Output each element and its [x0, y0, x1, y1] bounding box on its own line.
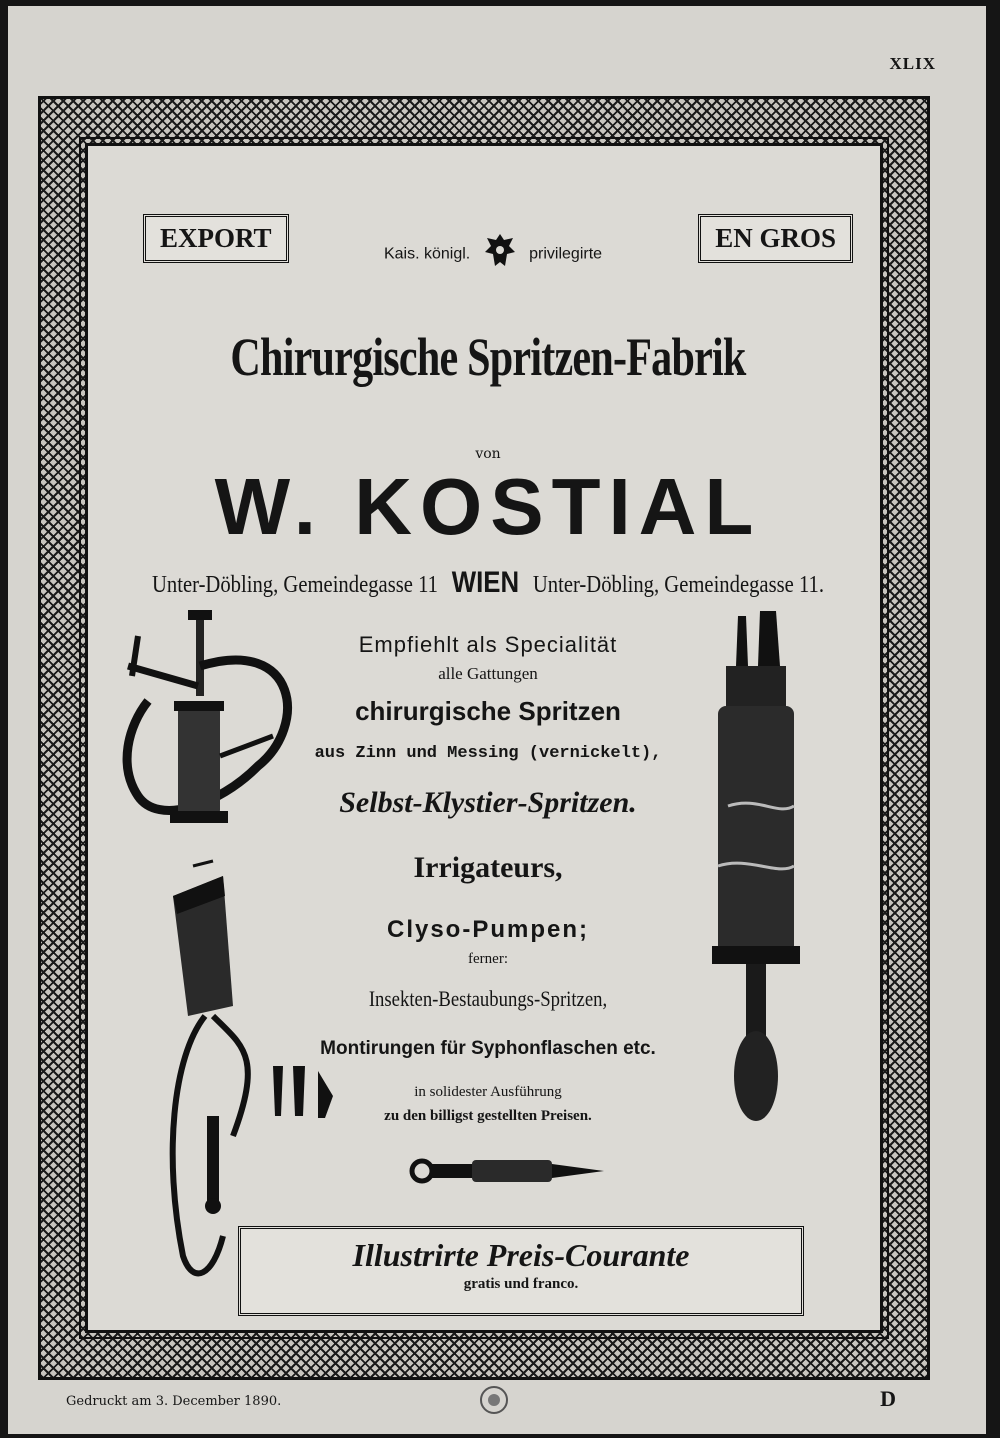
- privilege-left: Kais. königl.: [383, 245, 471, 263]
- address-line: [144, 566, 832, 600]
- privilege-right: privilegirte: [529, 245, 603, 263]
- company-name: W. KOSTIAL: [214, 462, 762, 551]
- body-line-3: chirurgische Spritzen: [355, 696, 621, 726]
- body-line-10: Montirungen für Syphonflaschen etc.: [320, 1038, 656, 1059]
- body-line-2: alle Gattungen: [438, 664, 538, 683]
- small-syringe-illustration: [408, 1146, 608, 1196]
- privilege-line: [343, 232, 643, 277]
- body-line-1: Empfiehlt als Specialität: [358, 632, 618, 657]
- body-line-8: ferner:: [468, 951, 508, 967]
- signature-mark: D: [880, 1386, 896, 1411]
- imperial-eagle-icon: [483, 232, 517, 277]
- header-row: [143, 208, 843, 268]
- von-label: von: [475, 446, 501, 462]
- large-syringe-illustration: [688, 606, 818, 1126]
- print-date: Gedruckt am 3. December 1890.: [66, 1394, 282, 1409]
- ornamental-border: [38, 96, 930, 1380]
- library-stamp-icon: [478, 1384, 510, 1416]
- page-number: XLIX: [889, 54, 936, 73]
- address-left: Unter-Döbling, Gemeindegasse 11: [151, 572, 438, 598]
- price-list-box: [238, 1226, 804, 1316]
- body-line-5: Selbst-Klystier-Spritzen.: [339, 786, 637, 819]
- price-list-heading: Illustrirte Preis-Courante: [352, 1237, 690, 1273]
- body-line-11: in solidester Ausführung: [414, 1084, 562, 1100]
- body-line-9: Insekten-Bestaubungs-Spritzen,: [368, 986, 608, 1011]
- page: [8, 6, 986, 1434]
- address-city: WIEN: [451, 566, 520, 599]
- en-gros-badge: EN GROS: [698, 214, 853, 263]
- page-title: Chirurgische Spritzen-Fabrik: [230, 327, 746, 387]
- address-right: Unter-Döbling, Gemeindegasse 11.: [532, 572, 825, 598]
- body-line-7: Clyso-Pumpen;: [386, 916, 589, 943]
- body-line-6: Irrigateurs,: [413, 851, 563, 884]
- export-badge: EXPORT: [143, 214, 289, 263]
- body-line-12: zu den billigst gestellten Preisen.: [384, 1108, 592, 1124]
- pump-illustration: [108, 606, 308, 866]
- advertisement-panel: [85, 143, 883, 1333]
- price-list-subtext: gratis und franco.: [463, 1276, 579, 1292]
- body-line-4: aus Zinn und Messing (vernickelt),: [314, 744, 662, 763]
